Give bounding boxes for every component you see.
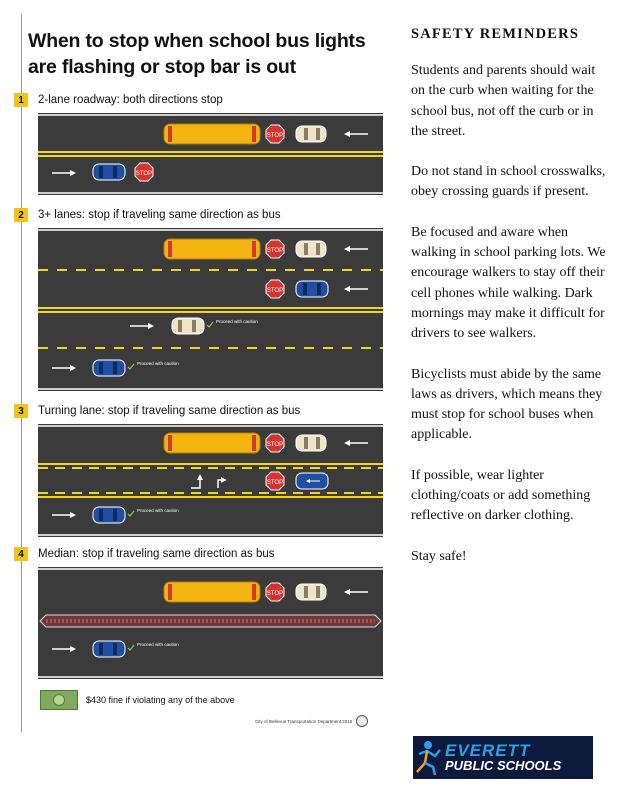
school-bus-icon [164,582,260,602]
diagram-turning-lane [38,424,383,537]
diagram-multi-lane [38,228,383,391]
runner-figure-icon [413,736,445,779]
safety-reminders-panel [411,26,607,587]
car-icon [93,360,125,376]
car-icon [93,164,125,180]
reminder-paragraph: If possible, wear lighter clothing/coats or add something reflective on darker clothing. [411,467,591,524]
stop-sign-icon [266,434,284,452]
sidebar-title: SAFETY REMINDERS [411,26,580,42]
state-seal-icon [356,715,368,727]
stop-sign-icon [266,280,284,298]
section-2-heading [14,207,281,223]
stop-sign-label: STOP [266,288,284,294]
car-icon [296,584,326,600]
school-bus-icon [164,239,260,259]
stop-sign-label: STOP [266,591,284,597]
school-bus-icon [164,124,260,144]
car-icon [296,473,328,489]
money-icon [40,690,78,710]
car-icon [93,507,125,523]
logo-line-1: EVERETT [445,740,531,760]
reminder-paragraph: Do not stand in school crosswalks, obey crossing guards if present. [411,164,606,200]
section-label: 2-lane roadway: both directions stop [38,94,223,106]
reminder-paragraph: Stay safe! [411,548,467,564]
reminder-paragraph: Students and parents should wait on the curb when waiting for the school bus, not off the curb or in the street. [411,63,596,139]
left-margin-rule [21,14,22,732]
page-title: When to stop when school bus lights are flashing or stop bar is out [28,30,366,78]
section-label: Turning lane: stop if traveling same direction as bus [38,405,301,417]
fine-text: $430 fine if violating any of the above [86,695,235,705]
stop-sign-icon [266,125,284,143]
diagram-median [38,567,383,679]
credit-line [255,715,368,727]
car-icon [93,641,125,657]
stop-sign-icon [266,472,284,490]
stop-sign-label: STOP [266,442,284,448]
section-1-heading [14,92,223,108]
stop-sign-icon [266,240,284,258]
car-icon [296,241,326,257]
median-barrier [40,615,381,627]
section-3-heading [14,403,300,419]
stop-sign-label: STOP [266,133,284,139]
stop-sign-label: STOP [266,248,284,254]
section-4-heading [14,546,275,562]
stop-sign-label: STOP [266,480,284,486]
car-icon [296,435,326,451]
proceed-note: Proceed with caution [216,319,258,324]
stop-sign-label: STOP [135,171,153,177]
logo-line-2: PUBLIC SCHOOLS [445,757,562,773]
proceed-note: Proceed with caution [137,508,179,513]
section-label: 3+ lanes: stop if traveling same direction as bus [38,209,281,221]
stop-sign-icon [135,163,153,181]
car-icon [296,281,328,297]
school-bus-icon [164,433,260,453]
section-number-badge: 1 [14,93,28,107]
diagram-two-lane [38,113,383,195]
section-number-badge: 3 [14,404,28,418]
section-number-badge: 2 [14,208,28,222]
reminder-paragraph: Bicyclists must abide by the same laws as drivers, which means they must stop for school buses when applicable. [411,366,603,443]
stop-sign-icon [266,583,284,601]
car-icon [172,318,204,334]
section-number-badge: 4 [14,547,28,561]
proceed-note: Proceed with caution [137,642,179,647]
credit-text: City of Bellevue Transportation Department 2015 [255,718,353,724]
car-icon [296,126,326,142]
section-label: Median: stop if traveling same direction as bus [38,548,275,560]
reminder-paragraph: Be focused and aware when walking in school parking lots. We encourage walkers to stay off their cell phones while walking. Dark mornings may make it difficult for drivers to see walkers. [411,224,606,342]
proceed-note: Proceed with caution [137,361,179,366]
fine-notice [40,690,235,710]
everett-public-schools-logo [413,736,593,779]
